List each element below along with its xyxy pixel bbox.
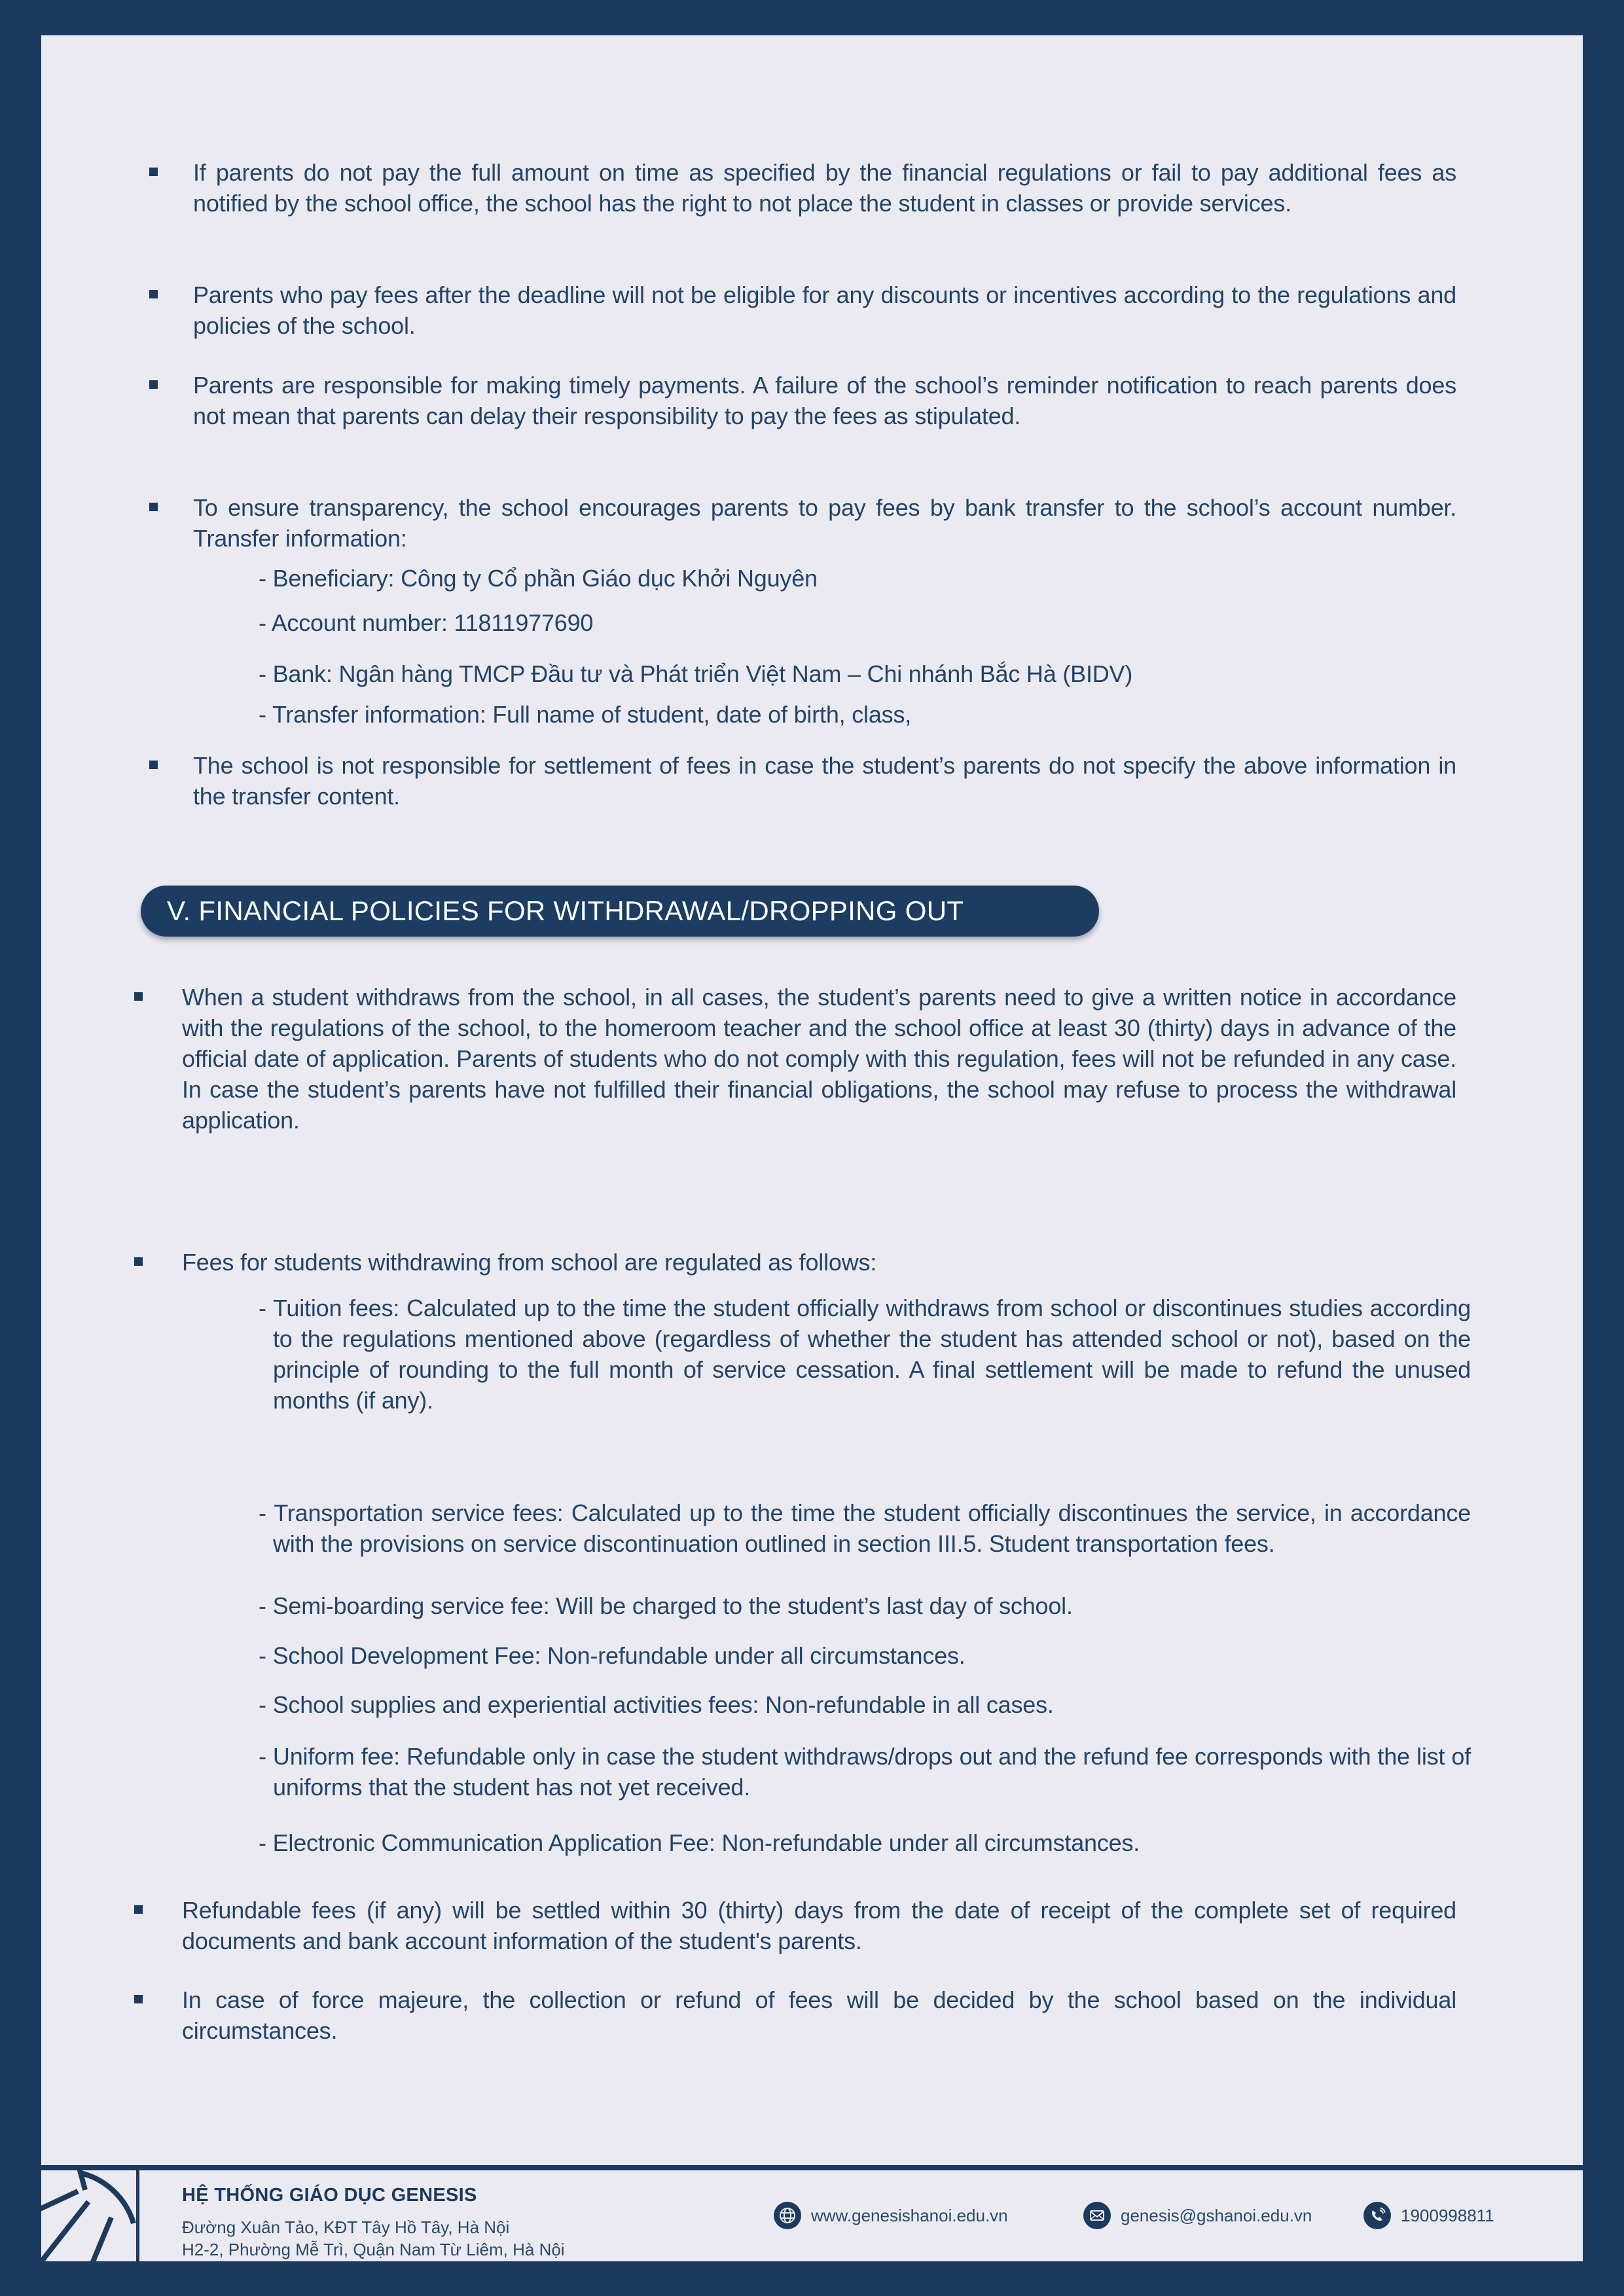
transfer-detail-bank: - Bank: Ngân hàng TMCP Đầu tư và Phát triển Việt Nam – Chi nhánh Bắc Hà (BIDV) (259, 660, 1133, 687)
fee-rule-tuition: - Tuition fees: Calculated up to the time the student officially withdraws from school or discontinues studies according to the regulations mentioned above (regardless of whether the student has attended school or not), based on the principle of rounding to the full month of service cessation. A final settlement will be made to refund the unused months (if any). (259, 1295, 1471, 1414)
bullet-withdrawal-fee-rules: Fees for students withdrawing from school are regulated as follows: (182, 1247, 1456, 1278)
bullet-withdrawal-notice: When a student withdraws from the school, in all cases, the student’s parents need to give a written notice in accordance with the regulations of the school, to the homeroom teacher and the school office at least 30 (thirty) days in advance of the official date of application. Parents of students who do not comply with this regulation, fees will not be refunded in any case. In case the student’s parents have not fulfilled their financial obligations, the school may refuse to process the withdrawal application. (182, 982, 1456, 1136)
footer-divider (136, 2170, 139, 2261)
bullet-late-payment-policy: If parents do not pay the full amount on time as specified by the financial regulations or fail to pay additional fees as notified by the school office, the school has the right to not place the student in classes or provide services. (193, 157, 1456, 219)
bullet-timely-payment-responsibility: Parents are responsible for making timely payments. A failure of the school’s reminder notification to reach parents does not mean that parents can delay their responsibility to pay the fees as stipulated. (193, 370, 1456, 431)
footer-phone (1363, 2202, 1494, 2229)
document-content (41, 35, 1583, 2261)
sun-logo (41, 2170, 136, 2261)
footer-separator (41, 2165, 1583, 2170)
footer-email-text: genesis@gshanoi.edu.vn (1121, 2205, 1312, 2225)
bullet-bank-transfer-encouraged: To ensure transparency, the school encourages parents to pay fees by bank transfer to the school’s account number. Transfer information: (193, 492, 1456, 554)
mail-icon (1083, 2202, 1111, 2229)
phone-icon (1363, 2202, 1391, 2229)
footer-email (1083, 2202, 1312, 2229)
section-heading-label: V. FINANCIAL POLICIES FOR WITHDRAWAL/DROPPING OUT (167, 895, 964, 926)
footer-address-line1: Đường Xuân Tảo, KĐT Tây Hồ Tây, Hà Nội (182, 2217, 510, 2237)
footer-website (774, 2202, 1008, 2229)
footer-phone-text: 1900998811 (1401, 2205, 1494, 2225)
globe-icon (774, 2202, 801, 2229)
bullet-refund-settlement: Refundable fees (if any) will be settled within 30 (thirty) days from the date of receipt of the complete set of required documents and bank account information of the student's parents. (182, 1895, 1456, 1956)
bullet-no-discount-after-deadline: Parents who pay fees after the deadline will not be eligible for any discounts or incentives according to the regulations and policies of the school. (193, 279, 1456, 341)
fee-rule-supplies: - School supplies and experiential activities fees: Non-refundable in all cases. (259, 1691, 1054, 1718)
fee-rule-transportation: - Transportation service fees: Calculated up to the time the student officially discontinues the service, in accordance with the provisions on service discontinuation outlined in section III.5. Student transportation fees. (259, 1499, 1471, 1557)
footer-address-line2: H2-2, Phường Mễ Trì, Quận Nam Từ Liêm, Hà Nội (182, 2240, 565, 2259)
fee-rule-development: - School Development Fee: Non-refundable under all circumstances. (259, 1642, 965, 1669)
bullet-settlement-disclaimer: The school is not responsible for settlement of fees in case the student’s parents do not specify the above information in the transfer content. (193, 750, 1456, 812)
transfer-detail-content: - Transfer information: Full name of student, date of birth, class, (259, 701, 912, 728)
footer (41, 2170, 1583, 2261)
fee-rule-uniform: - Uniform fee: Refundable only in case the student withdraws/drops out and the refund fee corresponds with the list of uniforms that the student has not yet received. (259, 1743, 1471, 1801)
footer-org-name: HỆ THỐNG GIÁO DỤC GENESIS (182, 2185, 477, 2206)
footer-website-text: www.genesishanoi.edu.vn (811, 2205, 1008, 2225)
transfer-detail-beneficiary: - Beneficiary: Công ty Cổ phần Giáo dục Khởi Nguyên (259, 565, 818, 592)
bullet-force-majeure: In case of force majeure, the collection or refund of fees will be decided by the school based on the individual circumstances. (182, 1984, 1456, 2046)
transfer-detail-account-number: - Account number: 11811977690 (259, 609, 594, 636)
fee-rule-semi-boarding: - Semi-boarding service fee: Will be charged to the student’s last day of school. (259, 1592, 1073, 1619)
fee-rule-electronic-communication: - Electronic Communication Application Fee: Non-refundable under all circumstances. (259, 1829, 1140, 1856)
section-heading-withdrawal (141, 886, 1099, 937)
